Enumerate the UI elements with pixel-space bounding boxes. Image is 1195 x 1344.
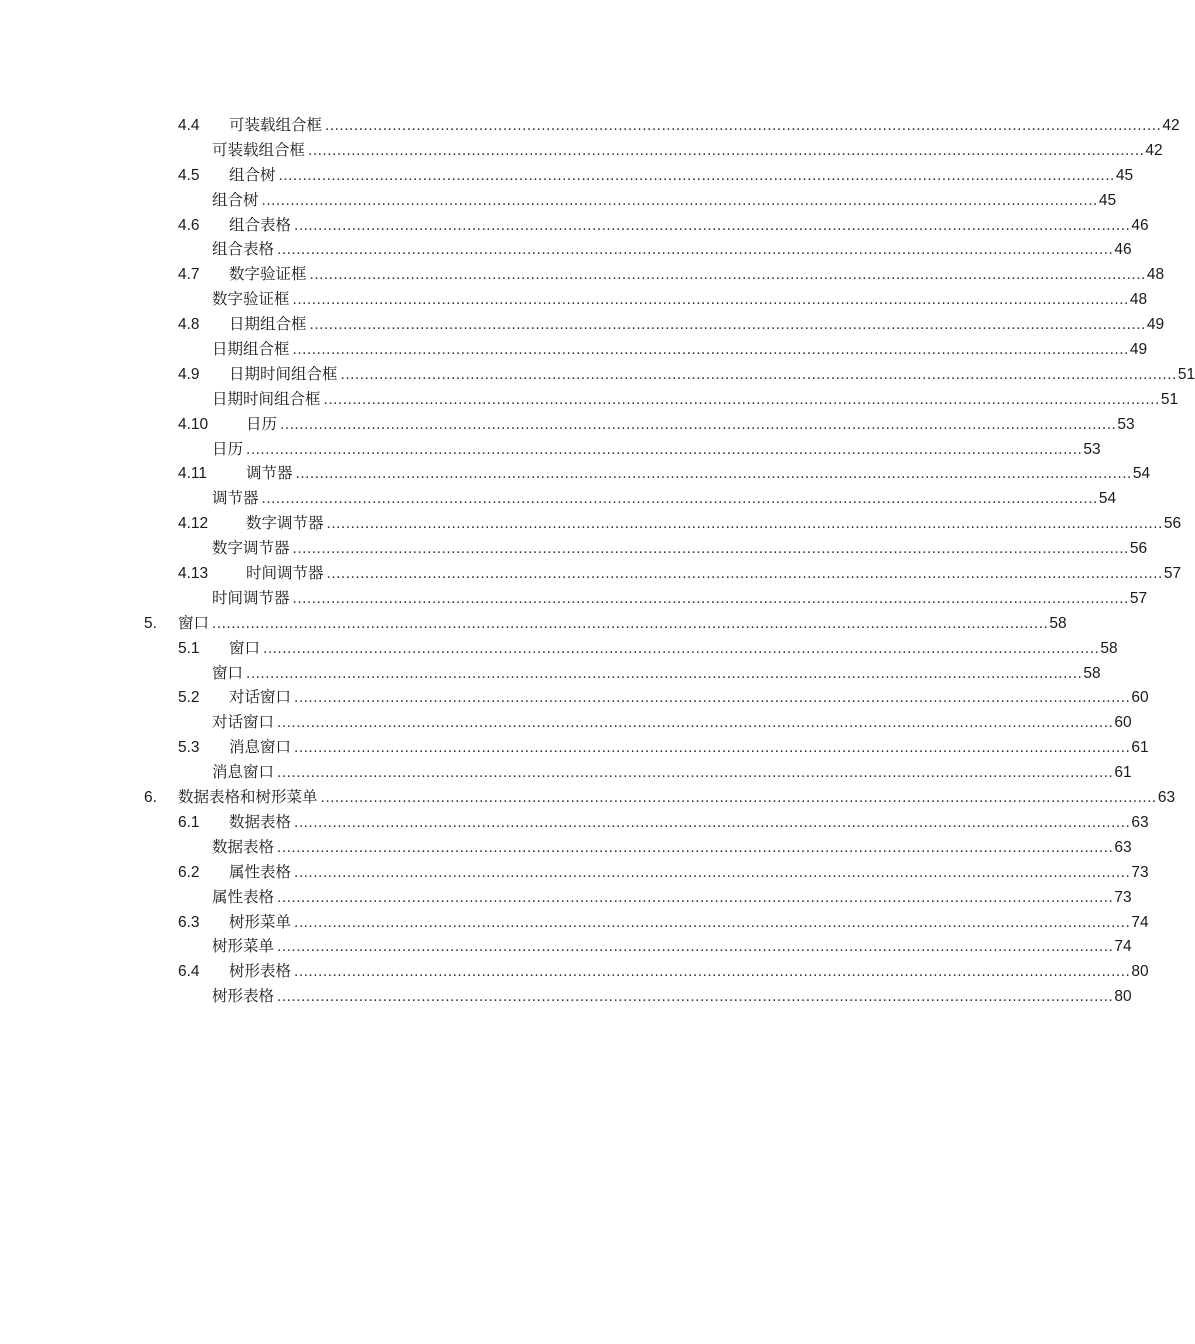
toc-entry[interactable] (0, 811, 1149, 836)
toc-entry-leader-line (212, 537, 1148, 562)
toc-entry-page-number: 73 (1114, 888, 1132, 906)
toc-entry-page-number: 54 (1132, 465, 1151, 483)
toc-entry-leader-line (229, 811, 1149, 836)
toc-entry[interactable] (0, 263, 1165, 288)
toc-entry-page-number: 74 (1114, 938, 1132, 956)
toc-entry-title: 组合树 (229, 164, 279, 189)
dot-leader: .............................................................................................................................................................................. (309, 266, 1146, 284)
toc-entry-number: 4.9 (178, 365, 200, 383)
toc-entry[interactable] (0, 139, 1163, 164)
toc-entry-leader-line (229, 861, 1149, 886)
toc-entry-page-number: 60 (1114, 714, 1132, 732)
dot-leader: .............................................................................................................................................................................. (326, 565, 1163, 583)
toc-entry-number: 6.3 (178, 913, 200, 931)
toc-entry-page-number: 57 (1163, 565, 1182, 583)
toc-entry-leader-line (246, 512, 1182, 537)
dot-leader: .............................................................................................................................................................................. (277, 764, 1114, 782)
toc-entry-leader-line (212, 338, 1148, 363)
dot-leader: .............................................................................................................................................................................. (277, 838, 1114, 856)
toc-entry-title: 调节器 (212, 487, 262, 512)
toc-entry-leader-line (229, 637, 1118, 662)
dot-leader: .............................................................................................................................................................................. (278, 166, 1115, 184)
toc-entry[interactable] (0, 487, 1117, 512)
toc-entry[interactable] (0, 861, 1149, 886)
toc-entry-leader-line (212, 388, 1179, 413)
toc-entry-page-number: 57 (1129, 589, 1148, 607)
toc-entry[interactable] (0, 761, 1132, 786)
toc-entry-page-number: 42 (1145, 141, 1163, 159)
toc-entry[interactable] (0, 537, 1148, 562)
dot-leader: .............................................................................................................................................................................. (295, 465, 1132, 483)
toc-entry-number: 4.8 (178, 316, 200, 334)
toc-entry-leader-line (212, 836, 1132, 861)
toc-entry-leader-line (229, 363, 1195, 388)
toc-entry-title: 数字验证框 (229, 263, 310, 288)
toc-entry-leader-line (229, 736, 1149, 761)
toc-entry-leader-line (212, 761, 1132, 786)
toc-entry-title: 消息窗口 (212, 761, 277, 786)
toc-entry-leader-line (178, 612, 1067, 637)
dot-leader: .............................................................................................................................................................................. (292, 341, 1129, 359)
dot-leader: .............................................................................................................................................................................. (294, 913, 1131, 931)
toc-entry-leader-line (229, 960, 1149, 985)
dot-leader: .............................................................................................................................................................................. (212, 614, 1049, 632)
dot-leader: .............................................................................................................................................................................. (277, 714, 1114, 732)
toc-entry[interactable] (0, 960, 1149, 985)
toc-entry-page-number: 58 (1049, 614, 1067, 632)
dot-leader: .............................................................................................................................................................................. (308, 141, 1145, 159)
toc-entry[interactable] (0, 662, 1101, 687)
toc-entry-page-number: 48 (1146, 266, 1165, 284)
dot-leader: .............................................................................................................................................................................. (277, 888, 1114, 906)
toc-entry-number: 5. (144, 614, 157, 632)
toc-entry-page-number: 54 (1098, 490, 1117, 508)
toc-entry-leader-line (178, 786, 1176, 811)
toc-entry-title: 时间调节器 (246, 562, 327, 587)
toc-entry-page-number: 60 (1131, 689, 1149, 707)
toc-entry-page-number: 73 (1131, 863, 1149, 881)
toc-entry[interactable] (0, 886, 1132, 911)
dot-leader: .............................................................................................................................................................................. (292, 589, 1129, 607)
toc-entry-page-number: 49 (1146, 316, 1165, 334)
dot-leader: .............................................................................................................................................................................. (277, 938, 1114, 956)
toc-entry[interactable] (0, 985, 1132, 1010)
toc-entry[interactable] (0, 612, 1067, 637)
toc-entry-number: 4.13 (178, 565, 209, 583)
toc-entry[interactable] (0, 711, 1132, 736)
toc-entry-title: 可装载组合框 (229, 114, 325, 139)
toc-entry[interactable] (0, 214, 1149, 239)
toc-entry-leader-line (246, 562, 1182, 587)
toc-entry-title: 数字验证框 (212, 288, 293, 313)
toc-entry-leader-line (229, 114, 1180, 139)
toc-entry-page-number: 56 (1129, 540, 1148, 558)
toc-entry-number: 4.10 (178, 415, 209, 433)
table-of-contents (0, 114, 1195, 1010)
dot-leader: .............................................................................................................................................................................. (280, 415, 1117, 433)
toc-entry[interactable] (0, 238, 1132, 263)
toc-entry-leader-line (212, 662, 1101, 687)
toc-entry-leader-line (212, 438, 1101, 463)
dot-leader: .............................................................................................................................................................................. (294, 863, 1131, 881)
toc-entry-title: 对话窗口 (212, 711, 277, 736)
toc-entry-title: 日期时间组合框 (229, 363, 341, 388)
toc-entry-page-number: 46 (1131, 216, 1149, 234)
toc-entry-page-number: 53 (1083, 440, 1101, 458)
toc-entry-leader-line (246, 413, 1135, 438)
toc-entry-title: 时间调节器 (212, 587, 293, 612)
toc-entry-page-number: 51 (1177, 365, 1195, 383)
toc-entry[interactable] (0, 164, 1134, 189)
toc-entry-title: 窗口 (229, 637, 263, 662)
toc-entry-number: 6. (144, 789, 157, 807)
toc-entry-leader-line (229, 313, 1165, 338)
toc-entry-leader-line (212, 238, 1132, 263)
dot-leader: .............................................................................................................................................................................. (277, 241, 1114, 259)
dot-leader: .............................................................................................................................................................................. (292, 540, 1129, 558)
toc-entry-leader-line (212, 487, 1117, 512)
toc-entry[interactable] (0, 313, 1165, 338)
dot-leader: .............................................................................................................................................................................. (292, 291, 1129, 309)
toc-entry-title: 属性表格 (212, 886, 277, 911)
toc-entry-page-number: 80 (1114, 988, 1132, 1006)
toc-entry-number: 6.4 (178, 963, 200, 981)
toc-entry-title: 日期组合框 (229, 313, 310, 338)
toc-entry-page-number: 53 (1117, 415, 1135, 433)
toc-entry-title: 日期组合框 (212, 338, 293, 363)
toc-entry-title: 树形表格 (229, 960, 294, 985)
toc-entry[interactable] (0, 935, 1132, 960)
dot-leader: .............................................................................................................................................................................. (320, 789, 1157, 807)
toc-entry-page-number: 46 (1114, 241, 1132, 259)
toc-entry-title: 数据表格 (229, 811, 294, 836)
toc-entry-leader-line (229, 911, 1149, 936)
toc-entry-title: 组合树 (212, 189, 262, 214)
toc-entry-page-number: 74 (1131, 913, 1149, 931)
toc-entry-title: 属性表格 (229, 861, 294, 886)
toc-entry-leader-line (212, 587, 1148, 612)
toc-entry[interactable] (0, 288, 1148, 313)
toc-entry-number: 5.2 (178, 689, 200, 707)
toc-entry-page-number: 49 (1129, 341, 1148, 359)
dot-leader: .............................................................................................................................................................................. (246, 664, 1083, 682)
toc-entry-page-number: 63 (1157, 789, 1176, 807)
toc-entry-title: 组合表格 (229, 214, 294, 239)
toc-entry[interactable] (0, 438, 1101, 463)
toc-entry-page-number: 48 (1129, 291, 1148, 309)
toc-entry-title: 树形菜单 (212, 935, 277, 960)
dot-leader: .............................................................................................................................................................................. (261, 191, 1098, 209)
toc-entry[interactable] (0, 338, 1148, 363)
toc-entry[interactable] (0, 413, 1135, 438)
toc-entry-number: 5.3 (178, 739, 200, 757)
dot-leader: .............................................................................................................................................................................. (294, 813, 1131, 831)
toc-entry-leader-line (212, 886, 1132, 911)
toc-entry-leader-line (229, 214, 1149, 239)
toc-entry-title: 日历 (212, 438, 246, 463)
toc-entry-title: 日历 (246, 413, 280, 438)
dot-leader: .............................................................................................................................................................................. (309, 316, 1146, 334)
toc-entry-title: 对话窗口 (229, 686, 294, 711)
toc-entry-page-number: 45 (1098, 191, 1117, 209)
toc-entry-title: 日期时间组合框 (212, 388, 324, 413)
toc-entry-title: 窗口 (178, 612, 212, 637)
dot-leader: .............................................................................................................................................................................. (294, 216, 1131, 234)
toc-entry-page-number: 45 (1115, 166, 1134, 184)
toc-entry-page-number: 63 (1131, 813, 1149, 831)
toc-entry-title: 数字调节器 (246, 512, 327, 537)
dot-leader: .............................................................................................................................................................................. (261, 490, 1098, 508)
toc-entry-title: 树形表格 (212, 985, 277, 1010)
toc-entry-leader-line (246, 462, 1151, 487)
toc-entry-page-number: 80 (1131, 963, 1149, 981)
toc-entry[interactable] (0, 637, 1118, 662)
toc-entry-number: 6.1 (178, 813, 200, 831)
dot-leader: .............................................................................................................................................................................. (294, 963, 1131, 981)
toc-entry-leader-line (229, 164, 1134, 189)
toc-entry-page-number: 58 (1083, 664, 1101, 682)
dot-leader: .............................................................................................................................................................................. (263, 639, 1100, 657)
toc-entry-leader-line (212, 139, 1163, 164)
toc-entry-title: 窗口 (212, 662, 246, 687)
toc-entry[interactable] (0, 512, 1182, 537)
toc-entry-title: 数据表格 (212, 836, 277, 861)
toc-entry[interactable] (0, 562, 1182, 587)
dot-leader: .............................................................................................................................................................................. (246, 440, 1083, 458)
toc-entry-page-number: 42 (1162, 117, 1180, 134)
toc-entry[interactable] (0, 114, 1180, 139)
toc-entry-page-number: 63 (1114, 838, 1132, 856)
toc-entry[interactable] (0, 587, 1148, 612)
toc-entry-number: 4.6 (178, 216, 200, 234)
toc-entry[interactable] (0, 686, 1149, 711)
toc-entry-number: 4.7 (178, 266, 200, 284)
toc-entry-page-number: 61 (1114, 764, 1132, 782)
dot-leader: .............................................................................................................................................................................. (325, 117, 1162, 134)
toc-entry-number: 5.1 (178, 639, 200, 657)
toc-entry-number: 4.12 (178, 515, 209, 533)
toc-entry-title: 可装载组合框 (212, 139, 308, 164)
dot-leader: .............................................................................................................................................................................. (323, 390, 1160, 408)
dot-leader: .............................................................................................................................................................................. (340, 365, 1177, 383)
toc-entry-title: 调节器 (246, 462, 296, 487)
toc-entry-number: 4.4 (178, 117, 200, 134)
toc-entry[interactable] (0, 363, 1195, 388)
toc-entry-leader-line (212, 288, 1148, 313)
toc-entry[interactable] (0, 462, 1151, 487)
toc-entry-leader-line (229, 263, 1165, 288)
dot-leader: .............................................................................................................................................................................. (277, 988, 1114, 1006)
toc-entry[interactable] (0, 836, 1132, 861)
dot-leader: .............................................................................................................................................................................. (294, 739, 1131, 757)
toc-entry[interactable] (0, 189, 1117, 214)
toc-entry[interactable] (0, 388, 1179, 413)
toc-entry-page-number: 58 (1100, 639, 1118, 657)
toc-entry-leader-line (212, 985, 1132, 1010)
toc-entry-leader-line (212, 935, 1132, 960)
toc-entry[interactable] (0, 736, 1149, 761)
toc-entry-title: 树形菜单 (229, 911, 294, 936)
toc-entry-leader-line (229, 686, 1149, 711)
toc-entry-number: 4.5 (178, 166, 200, 184)
dot-leader: .............................................................................................................................................................................. (294, 689, 1131, 707)
toc-entry-leader-line (212, 711, 1132, 736)
toc-entry-page-number: 56 (1163, 515, 1182, 533)
toc-entry-title: 数据表格和树形菜单 (178, 786, 321, 811)
toc-entry-leader-line (212, 189, 1117, 214)
toc-entry-number: 4.11 (178, 465, 208, 483)
toc-entry-title: 消息窗口 (229, 736, 294, 761)
toc-entry[interactable] (0, 911, 1149, 936)
toc-entry-page-number: 61 (1131, 739, 1149, 757)
toc-entry[interactable] (0, 786, 1176, 811)
toc-entry-page-number: 51 (1160, 390, 1179, 408)
dot-leader: .............................................................................................................................................................................. (326, 515, 1163, 533)
toc-entry-number: 6.2 (178, 863, 200, 881)
toc-entry-title: 数字调节器 (212, 537, 293, 562)
toc-entry-title: 组合表格 (212, 238, 277, 263)
